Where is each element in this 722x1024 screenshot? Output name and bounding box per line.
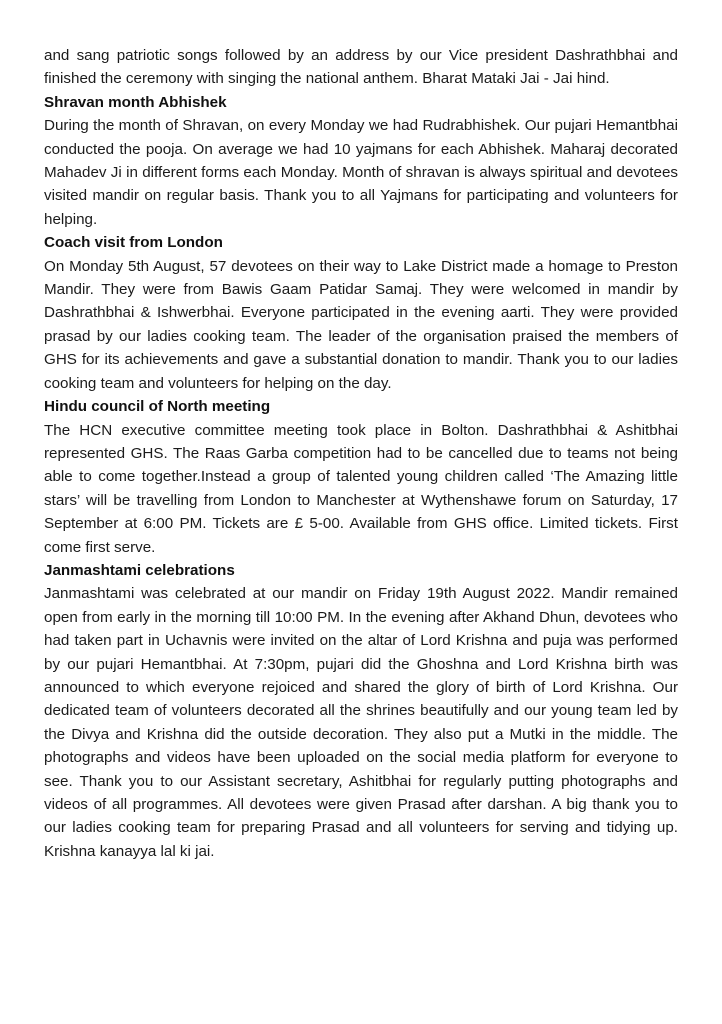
section-heading: Hindu council of North meeting	[44, 398, 271, 416]
section-janmashtami	[44, 559, 678, 863]
section-paragraph: The HCN executive committee meeting took place in Bolton. Dashrathbhai & Ashitbhai represented GHS. The Raas Garba competition had to be cancelled due to teams not being able to come together.Instead a group of talented young children called ‘The Amazing little stars’ will be travelling from London to Manchester at Wythenshawe forum on Saturday, 17 September at 6:00 PM. Tickets are £ 5-00. Available from GHS office. Limited tickets. First come first serve.	[44, 421, 678, 556]
document-page	[44, 44, 678, 863]
section-paragraph: On Monday 5th August, 57 devotees on their way to Lake District made a homage to Preston Mandir. They were from Bawis Gaam Patidar Samaj. They were welcomed in mandir by Dashrathbhai & Ishwerbhai. Everyone participated in the evening aarti. They were provided prasad by our ladies cooking team. The leader of the organisation praised the members of GHS for its achievements and gave a substantial donation to mandir. Thank you to our ladies cooking team and volunteers for helping on the day.	[44, 257, 678, 392]
section-heading: Janmashtami celebrations	[44, 561, 235, 579]
section-paragraph: During the month of Shravan, on every Monday we had Rudrabhishek. Our pujari Hemantbhai conducted the pooja. On average we had 10 yajmans for each Abhishek. Maharaj decorated Mahadev Ji in different forms each Monday. Month of shravan is always spiritual and devotees visited mandir on regular basis. Thank you to all Yajmans for participating and volunteers for helping.	[44, 117, 678, 228]
section-paragraph: Janmashtami was celebrated at our mandir on Friday 19th August 2022. Mandir remained open from early in the morning till 10:00 PM. In the evening after Akhand Dhun, devotees who had taken part in Uchavnis were invited on the altar of Lord Krishna and puja was performed by our pujari Hemantbhai. At 7:30pm, pujari did the Ghoshna and Lord Krishna birth was announced to which everyone rejoiced and shared the glory of birth of Lord Krishna. Our dedicated team of volunteers decorated all the shrines beautifully and our young team led by the Divya and Krishna did the outside decoration. They also put a Mutki in the middle. The photographs and videos have been uploaded on the social media platform for everyone to see. Thank you to our Assistant secretary, Ashitbhai for regularly putting photographs and videos of all programmes. All devotees were given Prasad after darshan. A big thank you to our ladies cooking team for preparing Prasad and all volunteers for serving and tidying up. Krishna kanayya lal ki jai.	[44, 585, 678, 860]
section-shravan-abhishek	[44, 91, 678, 231]
section-hindu-council-meeting	[44, 395, 678, 559]
section-coach-visit	[44, 231, 678, 395]
section-heading: Coach visit from London	[44, 234, 223, 252]
section-heading: Shravan month Abhishek	[44, 93, 227, 111]
intro-paragraph: and sang patriotic songs followed by an address by our Vice president Dashrathbhai and finished the ceremony with singing the national anthem. Bharat Mataki Jai - Jai hind.	[44, 47, 678, 88]
